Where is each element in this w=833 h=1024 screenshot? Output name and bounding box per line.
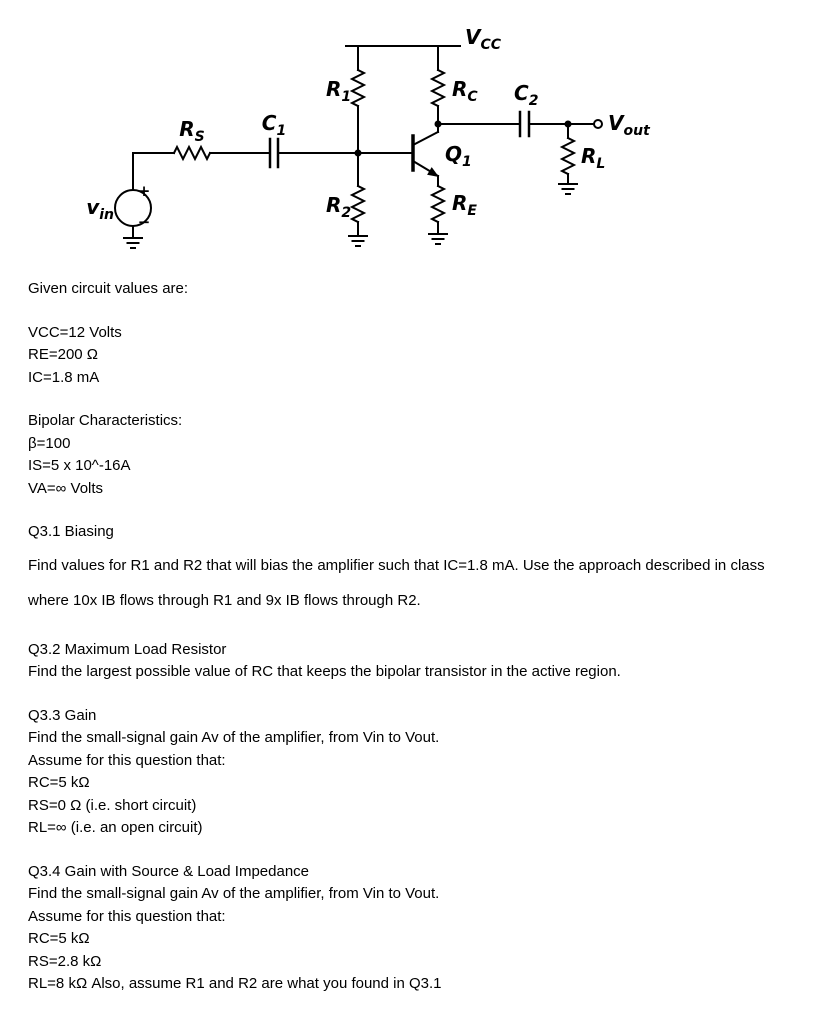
bipolar-heading: Bipolar Characteristics: [28, 412, 183, 429]
transistor-q1 [413, 132, 438, 186]
q33-line-rl: RL=∞ (i.e. an open circuit) [28, 819, 203, 836]
resistor-r1 [352, 46, 364, 153]
q32-title: Q3.2 Maximum Load Resistor [28, 640, 227, 658]
q34-line-rs: RS=2.8 kΩ [28, 952, 102, 970]
given-value-re: RE=200 Ω [28, 346, 99, 363]
label-rs: $R_S$ [179, 117, 205, 145]
q34-line-rc: RC=5 kΩ [28, 930, 90, 947]
question-q31 [28, 521, 805, 618]
given-values-block [28, 322, 805, 390]
label-c1: $C_1$ [261, 111, 287, 139]
q34-title: Q3.4 Gain with Source & Load Impedance [28, 862, 310, 880]
given-intro-block [28, 278, 805, 301]
q31-body: Find values for R1 and R2 that will bias the amplifier such that IC=1.8 mA. Use the approach described in class where 10x IB flows through R1 and 9x IB flows through R2. [28, 556, 765, 609]
bipolar-va: VA=∞ Volts [28, 479, 104, 497]
resistor-re [432, 186, 444, 234]
node-dot [435, 121, 442, 128]
q33-line-assume: Assume for this question that: [28, 751, 226, 769]
label-vout: $V_{out}$ [608, 111, 650, 139]
label-rc: $R_C$ [452, 77, 478, 105]
bipolar-block [28, 410, 805, 500]
resistor-r2 [352, 153, 364, 236]
q33-line-gain: Find the small-signal gain Av of the amplifier, from Vin to Vout. [28, 729, 440, 746]
source-plus-sign: + [137, 182, 151, 200]
problem-text [28, 278, 805, 996]
question-q34 [28, 861, 805, 996]
q32-body: Find the largest possible value of RC that keeps the bipolar transistor in the active region. [28, 663, 621, 680]
bipolar-is: IS=5 x 10^-16A [28, 457, 131, 474]
q33-line-rc: RC=5 kΩ [28, 774, 90, 791]
q34-line-gain: Find the small-signal gain Av of the amplifier, from Vin to Vout. [28, 885, 440, 902]
node-dot [355, 150, 362, 157]
label-vcc: $V_{CC}$ [465, 25, 502, 53]
given-value-ic: IC=1.8 mA [28, 368, 100, 386]
question-q32 [28, 639, 805, 684]
circuit-diagram [28, 6, 805, 268]
ground-icon [429, 234, 447, 244]
emitter-arrow-icon [427, 167, 439, 177]
vout-terminal [594, 120, 602, 128]
bipolar-beta: β=100 [28, 434, 71, 452]
node-dot [565, 121, 572, 128]
given-value-vcc: VCC=12 Volts [28, 323, 122, 341]
ground-icon [349, 236, 367, 246]
q34-line-assume: Assume for this question that: [28, 907, 226, 925]
given-intro: Given circuit values are: [28, 280, 189, 297]
label-r1: $R_1$ [326, 77, 352, 105]
label-r2: $R_2$ [326, 193, 352, 221]
ground-icon [559, 184, 577, 194]
resistor-rs [133, 147, 270, 159]
q33-line-rs: RS=0 Ω (i.e. short circuit) [28, 796, 197, 814]
ground-icon [124, 238, 142, 248]
resistor-rc [432, 46, 444, 132]
label-c2: $C_2$ [514, 81, 539, 109]
capacitor-c1 [270, 139, 413, 167]
source-minus-sign: − [137, 213, 151, 231]
label-q1: $Q_1$ [445, 142, 472, 170]
label-re: $R_E$ [452, 191, 477, 219]
q34-line-rl: RL=8 kΩ Also, assume R1 and R2 are what you found in Q3.1 [28, 975, 442, 992]
label-rl: $R_L$ [581, 144, 606, 172]
q33-title: Q3.3 Gain [28, 706, 97, 724]
label-vin: $v_{in}$ [86, 195, 114, 223]
q31-title: Q3.1 Biasing [28, 523, 114, 540]
resistor-rl [562, 124, 574, 184]
question-q33 [28, 705, 805, 840]
